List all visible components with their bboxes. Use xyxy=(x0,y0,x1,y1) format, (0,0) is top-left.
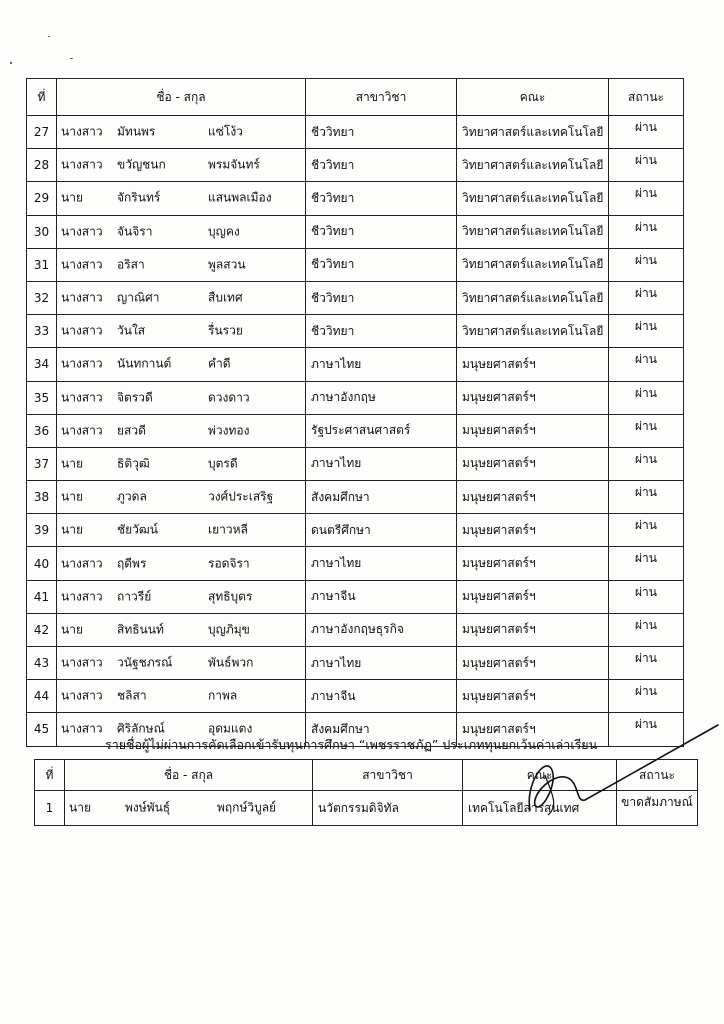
name-prefix: นางสาว xyxy=(61,157,103,172)
last-name: สุทธิบุตร xyxy=(208,589,253,604)
name-prefix: นางสาว xyxy=(61,257,103,272)
name-prefix: นางสาว xyxy=(61,224,103,239)
row-number: 32 xyxy=(27,281,57,314)
status-cell: ผ่าน xyxy=(609,348,684,381)
last-name: พรมจันทร์ xyxy=(208,157,260,172)
row-number: 39 xyxy=(27,514,57,547)
row-number: 33 xyxy=(27,315,57,348)
row-number: 29 xyxy=(27,182,57,215)
header-status: สถานะ xyxy=(617,760,698,791)
major-cell: ภาษาไทย xyxy=(306,348,457,381)
table-row xyxy=(27,215,684,248)
row-number: 34 xyxy=(27,348,57,381)
last-name: เยาวหลี xyxy=(208,522,248,537)
status-cell: ผ่าน xyxy=(609,116,684,149)
name-prefix: นางสาว xyxy=(61,356,103,371)
status-cell: ผ่าน xyxy=(609,281,684,314)
row-number: 37 xyxy=(27,447,57,480)
faculty-cell: เทคโนโลยีสารสนเทศ xyxy=(463,791,617,826)
table-row xyxy=(27,514,684,547)
recipients-table xyxy=(26,78,684,747)
first-name: ถาวรีย์ xyxy=(117,589,152,604)
table-row xyxy=(27,447,684,480)
table-row xyxy=(27,248,684,281)
scan-speck xyxy=(70,58,73,59)
first-name: ญาณิศา xyxy=(117,290,160,305)
faculty-cell: วิทยาศาสตร์และเทคโนโลยี xyxy=(457,281,609,314)
name-cell xyxy=(57,547,306,580)
header-faculty: คณะ xyxy=(463,760,617,791)
name-cell xyxy=(57,647,306,680)
last-name: กาพล xyxy=(208,688,238,703)
table-row xyxy=(27,381,684,414)
name-cell xyxy=(57,680,306,713)
last-name: รอดจิรา xyxy=(208,556,250,571)
status-cell: ผ่าน xyxy=(609,381,684,414)
first-name: สิทธินนท์ xyxy=(117,622,164,637)
name-cell xyxy=(57,182,306,215)
row-number: 45 xyxy=(27,713,57,746)
name-prefix: นาย xyxy=(61,522,83,537)
last-name: รื่นรวย xyxy=(208,323,243,338)
name-prefix: นาย xyxy=(61,190,83,205)
table-header-row xyxy=(27,79,684,116)
name-prefix: นางสาว xyxy=(61,290,103,305)
name-prefix: นาย xyxy=(61,456,83,471)
faculty-cell: มนุษยศาสตร์ฯ xyxy=(457,580,609,613)
major-cell: รัฐประศาสนศาสตร์ xyxy=(306,414,457,447)
header-major: สาขาวิชา xyxy=(306,79,457,116)
last-name: สืบเทศ xyxy=(208,290,243,305)
name-prefix: นาย xyxy=(61,622,83,637)
first-name: วนัฐชภรณ์ xyxy=(117,655,173,670)
name-prefix: นาย xyxy=(69,800,91,815)
row-number: 40 xyxy=(27,547,57,580)
row-number: 36 xyxy=(27,414,57,447)
major-cell: ชีววิทยา xyxy=(306,182,457,215)
faculty-cell: วิทยาศาสตร์และเทคโนโลยี xyxy=(457,182,609,215)
faculty-cell: วิทยาศาสตร์และเทคโนโลยี xyxy=(457,149,609,182)
name-cell xyxy=(57,613,306,646)
first-name: ภูวดล xyxy=(117,489,147,504)
row-number: 35 xyxy=(27,381,57,414)
name-cell xyxy=(57,248,306,281)
first-name: อริสา xyxy=(117,257,145,272)
name-cell xyxy=(57,447,306,480)
name-prefix: นางสาว xyxy=(61,655,103,670)
status-cell: ผ่าน xyxy=(609,215,684,248)
scan-speck xyxy=(48,36,50,37)
major-cell: ชีววิทยา xyxy=(306,248,457,281)
name-cell xyxy=(57,481,306,514)
major-cell: ชีววิทยา xyxy=(306,215,457,248)
first-name: จันจิรา xyxy=(117,224,153,239)
table-row xyxy=(27,149,684,182)
table-header-row xyxy=(35,760,698,791)
last-name: บุญภิมุข xyxy=(208,622,250,637)
major-cell: สังคมศึกษา xyxy=(306,713,457,746)
first-name: พงษ์พันธุ์ xyxy=(125,800,171,815)
header-no: ที่ xyxy=(35,760,65,791)
status-cell: ผ่าน xyxy=(609,547,684,580)
faculty-cell: วิทยาศาสตร์และเทคโนโลยี xyxy=(457,215,609,248)
last-name: วงศ์ประเสริฐ xyxy=(208,489,274,504)
status-cell: ผ่าน xyxy=(609,680,684,713)
major-cell: ภาษาไทย xyxy=(306,447,457,480)
row-number: 27 xyxy=(27,116,57,149)
first-name: ศิริลักษณ์ xyxy=(117,721,165,736)
faculty-cell: มนุษยศาสตร์ฯ xyxy=(457,381,609,414)
major-cell: ภาษาไทย xyxy=(306,647,457,680)
status-cell: ผ่าน xyxy=(609,315,684,348)
name-prefix: นาย xyxy=(61,489,83,504)
row-number: 43 xyxy=(27,647,57,680)
table-row xyxy=(27,680,684,713)
name-cell xyxy=(57,215,306,248)
major-cell: ภาษาจีน xyxy=(306,580,457,613)
second-section-title: รายชื่อผู้ไม่ผ่านการคัดเลือกเข้ารับทุนการศึกษา “เพชรราชภัฏ” ประเภททุนยกเว้นค่าเล่าเรียน xyxy=(105,737,598,752)
name-prefix: นางสาว xyxy=(61,124,103,139)
faculty-cell: มนุษยศาสตร์ฯ xyxy=(457,481,609,514)
first-name: ชลิสา xyxy=(117,688,147,703)
faculty-cell: มนุษยศาสตร์ฯ xyxy=(457,613,609,646)
major-cell: ดนตรีศึกษา xyxy=(306,514,457,547)
major-cell: ชีววิทยา xyxy=(306,281,457,314)
major-cell: ชีววิทยา xyxy=(306,315,457,348)
last-name: อุดมแตง xyxy=(208,721,253,736)
faculty-cell: มนุษยศาสตร์ฯ xyxy=(457,647,609,680)
name-prefix: นางสาว xyxy=(61,323,103,338)
last-name: พ่วงทอง xyxy=(208,423,250,438)
name-cell xyxy=(57,281,306,314)
not-passed-table xyxy=(34,759,698,826)
name-prefix: นางสาว xyxy=(61,556,103,571)
first-name: จิตรวดี xyxy=(117,390,153,405)
major-cell: ภาษาไทย xyxy=(306,547,457,580)
name-prefix: นางสาว xyxy=(61,589,103,604)
row-number: 42 xyxy=(27,613,57,646)
table-row xyxy=(27,116,684,149)
row-number: 44 xyxy=(27,680,57,713)
name-cell xyxy=(57,414,306,447)
table-row xyxy=(27,182,684,215)
name-cell xyxy=(57,116,306,149)
first-name: มัทนพร xyxy=(117,124,156,139)
major-cell: ชีววิทยา xyxy=(306,149,457,182)
status-cell: ผ่าน xyxy=(609,414,684,447)
row-number: 1 xyxy=(35,791,65,826)
last-name: พฤกษ์วิบูลย์ xyxy=(217,800,277,815)
table-row xyxy=(27,348,684,381)
name-prefix: นางสาว xyxy=(61,721,103,736)
name-cell xyxy=(57,381,306,414)
name-cell xyxy=(57,315,306,348)
last-name: พันธ์พวก xyxy=(208,655,254,670)
row-number: 30 xyxy=(27,215,57,248)
last-name: แสนพลเมือง xyxy=(208,190,272,205)
header-major: สาขาวิชา xyxy=(313,760,463,791)
status-cell: ผ่าน xyxy=(609,713,684,746)
name-prefix: นางสาว xyxy=(61,423,103,438)
status-cell: ผ่าน xyxy=(609,514,684,547)
table-row xyxy=(27,547,684,580)
status-cell: ผ่าน xyxy=(609,580,684,613)
first-name: วันใส xyxy=(117,323,146,338)
row-number: 28 xyxy=(27,149,57,182)
major-cell: ภาษาอังกฤษ xyxy=(306,381,457,414)
faculty-cell: มนุษยศาสตร์ฯ xyxy=(457,447,609,480)
table-row xyxy=(27,281,684,314)
table-row xyxy=(27,414,684,447)
major-cell: นวัตกรรมดิจิทัล xyxy=(313,791,463,826)
name-prefix: นางสาว xyxy=(61,688,103,703)
header-status: สถานะ xyxy=(609,79,684,116)
scan-speck xyxy=(10,62,12,64)
name-cell xyxy=(57,514,306,547)
major-cell: ภาษาอังกฤษธุรกิจ xyxy=(306,613,457,646)
header-name: ชื่อ - สกุล xyxy=(57,79,306,116)
first-name: ธิติวุฒิ xyxy=(117,456,150,471)
last-name: บุตรดี xyxy=(208,456,238,471)
name-cell xyxy=(57,348,306,381)
faculty-cell: วิทยาศาสตร์และเทคโนโลยี xyxy=(457,116,609,149)
table-row xyxy=(35,791,698,826)
faculty-cell: วิทยาศาสตร์และเทคโนโลยี xyxy=(457,315,609,348)
status-cell: ผ่าน xyxy=(609,447,684,480)
status-cell: ผ่าน xyxy=(609,647,684,680)
table-row xyxy=(27,647,684,680)
header-faculty: คณะ xyxy=(457,79,609,116)
header-no: ที่ xyxy=(27,79,57,116)
status-cell: ผ่าน xyxy=(609,613,684,646)
table-row xyxy=(27,580,684,613)
first-name: จักรินทร์ xyxy=(117,190,161,205)
major-cell: ชีววิทยา xyxy=(306,116,457,149)
major-cell: สังคมศึกษา xyxy=(306,481,457,514)
table-row xyxy=(27,613,684,646)
last-name: บุญคง xyxy=(208,224,240,239)
name-cell xyxy=(65,791,313,826)
name-prefix: นางสาว xyxy=(61,390,103,405)
faculty-cell: มนุษยศาสตร์ฯ xyxy=(457,348,609,381)
last-name: คำดี xyxy=(208,356,231,371)
status-cell: ผ่าน xyxy=(609,182,684,215)
name-cell xyxy=(57,149,306,182)
table-row xyxy=(27,481,684,514)
first-name: ฤดีพร xyxy=(117,556,147,571)
faculty-cell: มนุษยศาสตร์ฯ xyxy=(457,547,609,580)
row-number: 41 xyxy=(27,580,57,613)
first-name: ขวัญชนก xyxy=(117,157,166,172)
faculty-cell: มนุษยศาสตร์ฯ xyxy=(457,414,609,447)
last-name: ดวงดาว xyxy=(208,390,250,405)
table-row xyxy=(27,315,684,348)
first-name: นันทกานต์ xyxy=(117,356,172,371)
last-name: พูลสวน xyxy=(208,257,246,272)
faculty-cell: มนุษยศาสตร์ฯ xyxy=(457,514,609,547)
name-cell xyxy=(57,580,306,613)
faculty-cell: มนุษยศาสตร์ฯ xyxy=(457,680,609,713)
faculty-cell: วิทยาศาสตร์และเทคโนโลยี xyxy=(457,248,609,281)
last-name: แซ่โง้ว xyxy=(208,124,243,139)
row-number: 38 xyxy=(27,481,57,514)
status-cell: ผ่าน xyxy=(609,149,684,182)
header-name: ชื่อ - สกุล xyxy=(65,760,313,791)
faculty-cell: มนุษยศาสตร์ฯ xyxy=(457,713,609,746)
status-cell: ผ่าน xyxy=(609,248,684,281)
status-cell: ขาดสัมภาษณ์ xyxy=(617,791,698,826)
row-number: 31 xyxy=(27,248,57,281)
major-cell: ภาษาจีน xyxy=(306,680,457,713)
first-name: ยสวดี xyxy=(117,423,146,438)
first-name: ชัยวัฒน์ xyxy=(117,522,158,537)
status-cell: ผ่าน xyxy=(609,481,684,514)
